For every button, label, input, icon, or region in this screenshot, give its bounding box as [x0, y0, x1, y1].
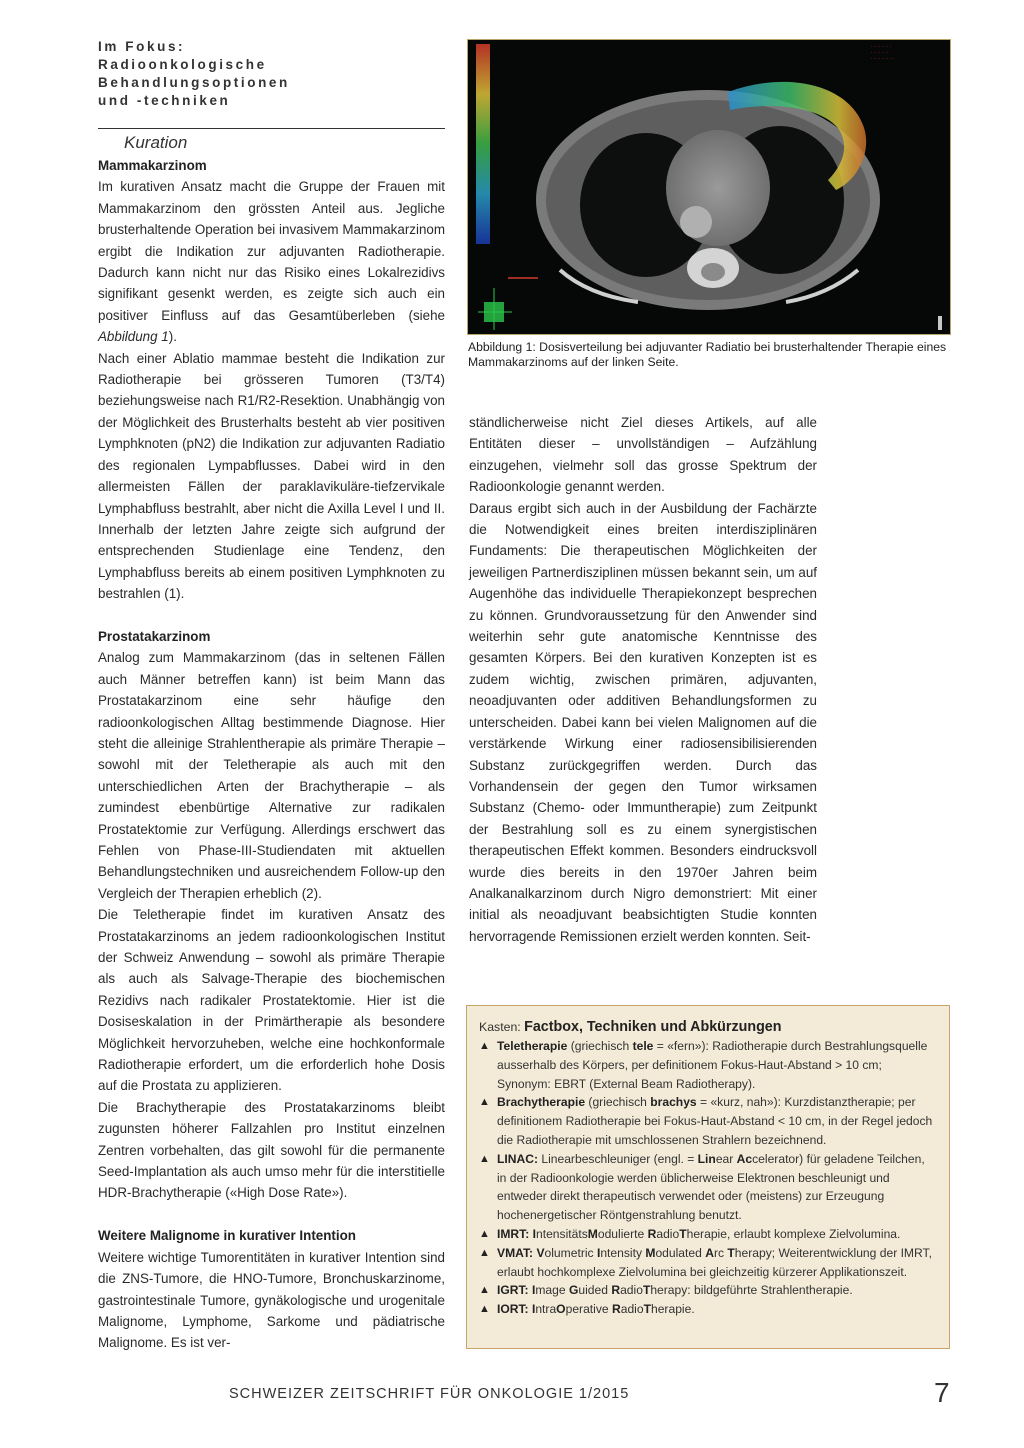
triangle-bullet-icon: ▲	[479, 1096, 490, 1109]
section-rule	[98, 128, 445, 129]
triangle-bullet-icon: ▲	[479, 1246, 490, 1259]
right-paragraph-2: Daraus ergibt sich auch in der Ausbildung der Fachärzte die Notwendigkeit eines breiten interdisziplinären Fundaments: Die therapeutischen Möglichkeiten der jeweiligen Partnerdisziplinen müssen bekannt sein, um auf Augenhöhe das individuelle Therapiekonzept besprechen zu können. Grundvoraussetzung für den Anwender sind weiterhin sehr gute anatomische Kenntnisse des gesamten Körpers. Bei den kurativen Konzepten ist es zudem wichtig, zwischen primären, adjuvanten, neoadjuvanten oder additiven Behandlungsformen zu unterscheiden. Dabei kann bei vielen Malignomen auf die verstärkende Wirkung einer radiosensibilisierenden Substanz zurückgegriffen werden. Durch das Vorhandensein der gegen den Tumor wirksamen Substanz (Chemo- oder Immuntherapie) zum Zeitpunkt der Bestrahlung soll es zu einem synergistischen therapeutischen Effekt kommen. Besonders eindrucksvoll wurde dies bereits in den 1970er Jahren beim Analkanalkarzinom durch Nigro demonstriert: Mit einer initial als neoadjuvant beabsichtigten Studie konnten hervorragende Remissionen erzielt werden konnten. Seit-	[469, 500, 817, 944]
triangle-bullet-icon: ▲	[479, 1040, 490, 1052]
mamma-heading: Mammakarzinom	[98, 158, 207, 173]
factbox-item-vmat: ▲ VMAT: Volumetric Intensity Modulated Arc Therapy; Weiterentwicklung der IMRT, erlaubt hochkomplexe Zielvolumina bei gleichzeitig kürzerer Applikationszeit.	[479, 1245, 932, 1279]
mamma-p1-text: Im kurativen Ansatz macht die Gruppe der Frauen mit Mammakarzinom den grössten Anteil aus. Jegliche brusterhaltende Operation bei invasivem Mammakarzinom ergibt die Indikation zur adjuvanten Radiotherapie. Dadurch kann nicht nur das Risiko eines Lokalrezidivs signifikant gesenkt werden, es zeigte sich auch ein positiver Einfluss auf das Gesamtüberleben (siehe	[98, 179, 445, 323]
ct-scan-illustration	[468, 40, 950, 334]
triangle-bullet-icon: ▲	[479, 1284, 490, 1297]
prostata-heading: Prostatakarzinom	[98, 628, 211, 644]
triangle-bullet-icon: ▲	[479, 1227, 490, 1240]
factbox-title	[479, 1018, 937, 1036]
factbox-title-text: Factbox, Techniken und Abkürzungen	[524, 1019, 782, 1035]
factbox-item-imrt: ▲ IMRT: IntensitätsModulierte RadioTherapie, erlaubt komplexe Zielvolumina.	[479, 1225, 937, 1244]
ct-dose-distribution-image	[467, 39, 951, 335]
svg-text:·········: ·········	[870, 57, 895, 62]
factbox-item-linac: ▲ LINAC: Linearbeschleuniger (engl. = Linear Accelerator) für geladene Teilchen, in der Radioonkologie werden üblicherweise Elektronen beschleunigt und entweder direkt therapeutisch verwendet oder (meistens) zur Erzeugung hochenergetischer Röntgenstrahlung benutzt.	[479, 1151, 925, 1223]
factbox-item-brachytherapie: ▲ Brachytherapie (griechisch brachys = «kurz, nah»): Kurzdistanztherapie; per definitionem Radiotherapie bei Fokus-Haut-Abstand < 10 cm, in der Regel jedoch die Radiotherapie mit umschlossenen Strahlern bezeichnend.	[479, 1095, 933, 1147]
rubric-line-2: Radioonkologische Behandlungsoptionen	[98, 57, 290, 90]
prostata-paragraph-1: Analog zum Mammakarzinom (das in seltenen Fällen auch Männer betreffen kann) ist beim Mann das Prostatakarzinom eine sehr häufige den radioonkologischen Alltag bestimmende Diagnose. Hier steht die alleinige Strahlentherapie als primäre Therapie – sowohl mit der Teletherapie als auch mit den unterschiedlichen Arten der Brachytherapie – als zumindest ebenbürtige Alternative zur radikalen Prostatektomie zur Verfügung. Allerdings erschwert das Fehlen von Phase-III-Studiendaten mit aktuellen Behandlungstechniken und ausreichendem Follow-up den Vergleich der Therapien erheblich (2).	[98, 650, 445, 901]
left-column	[98, 131, 445, 1354]
rubric-heading	[98, 38, 448, 110]
factbox-prefix: Kasten:	[479, 1020, 525, 1034]
section-title: Kuration	[124, 133, 188, 152]
prostata-paragraph-2: Die Teletherapie findet im kurativen Ansatz des Prostatakarzinoms an jedem radioonkologischen Institut der Schweiz Anwendung – sowohl als primäre Therapie als auch als Salvage-Therapie des biochemischen Rezidivs nach radikaler Prostatektomie. Hier ist die Dosiseskalation in der Primärtherapie als besondere Möglichkeit hervorzuheben, welche eine hochkonformale Radiotherapie erfordert, um die erforderlich hohe Dosis auf die Prostata zu applizieren.	[98, 907, 445, 1094]
journal-footer: SCHWEIZER ZEITSCHRIFT FÜR ONKOLOGIE 1/2015	[229, 1386, 630, 1402]
weitere-paragraph-1: Weitere wichtige Tumorentitäten in kurativer Intention sind die ZNS-Tumore, die HNO-Tumore, Bronchuskarzinome, gastrointestinale Tumore, gynäkologische und urogenitale Malignome, Lymphome, Sarkome und pädiatrische Malignome. Es ist ver-	[98, 1249, 445, 1351]
right-column	[469, 412, 817, 947]
mamma-paragraph-2: Nach einer Ablatio mammae besteht die Indikation zur Radiotherapie bei grösseren Tumoren (T3/T4) beziehungsweise nach R1/R2-Resektion. Unabhängig von der Möglichkeit des Brusterhalts besteht ab vier positiven Lymphknoten (pN2) die Indikation zur adjuvanten Radiatio des regionalen Lympabflusses. Dabei wird in den allermeisten Fällen der paraklavikuläre-tiefzervikale Lymphabfluss bestrahlt, aber nicht die Axilla Level I und II. Innerhalb der letzten Jahre zeigte sich aufgrund der entsprechenden Studienlage eine Tendenz, den Lymphabfluss bereits ab einem positiven Lymphknoten zu bestrahlen (1).	[98, 350, 445, 602]
prostata-paragraph-3: Die Brachytherapie des Prostatakarzinoms bleibt zugunsten höherer Fallzahlen pro Institut einzelnen Zentren vorbehalten, das gilt sowohl für die permanente Seed-Implantation als auch umso mehr für die interstitielle HDR-Brachytherapie («High Dose Rate»).	[98, 1099, 445, 1201]
page-number: 7	[934, 1377, 950, 1408]
factbox-item-teletherapie: ▲ Teletherapie (griechisch tele = «fern»): Radiotherapie durch Bestrahlungsquelle ausserhalb des Körpers, per definitionem Fokus-Haut-Abstand > 10 cm; Synonym: EBRT (External Beam Radiotherapy).	[479, 1039, 928, 1091]
triangle-bullet-icon: ▲	[479, 1152, 490, 1165]
triangle-bullet-icon: ▲	[479, 1303, 490, 1316]
figure-reference: Abbildung 1	[98, 329, 169, 345]
figure-caption: Abbildung 1: Dosisverteilung bei adjuvanter Radiatio bei brusterhaltender Therapie eines Mammakarzinoms auf der linken Seite.	[468, 340, 947, 369]
weitere-heading: Weitere Malignome in kurativer Intention	[98, 1228, 356, 1244]
factbox-item-igrt: ▲ IGRT: Image Guided RadioTherapy: bildgeführte Strahlentherapie.	[479, 1281, 937, 1300]
svg-text:·······: ·······	[870, 51, 889, 56]
rubric-line-3: und -techniken	[98, 93, 231, 108]
factbox-list	[479, 1037, 937, 1319]
factbox	[466, 1005, 950, 1349]
mamma-p1-end: ).	[168, 329, 177, 345]
svg-text:········: ········	[870, 45, 892, 50]
right-paragraph-1: ständlicherweise nicht Ziel dieses Artikels, auf alle Entitäten dieser – unvollständigen – Aufzählung einzugehen, vielmehr soll das grosse Spektrum der Radioonkologie genannt werden.	[469, 415, 817, 495]
mamma-paragraph-1	[98, 176, 445, 347]
factbox-item-iort: ▲ IORT: IntraOperative RadioTherapie.	[479, 1300, 937, 1319]
rubric-line-1: Im Fokus:	[98, 39, 186, 54]
